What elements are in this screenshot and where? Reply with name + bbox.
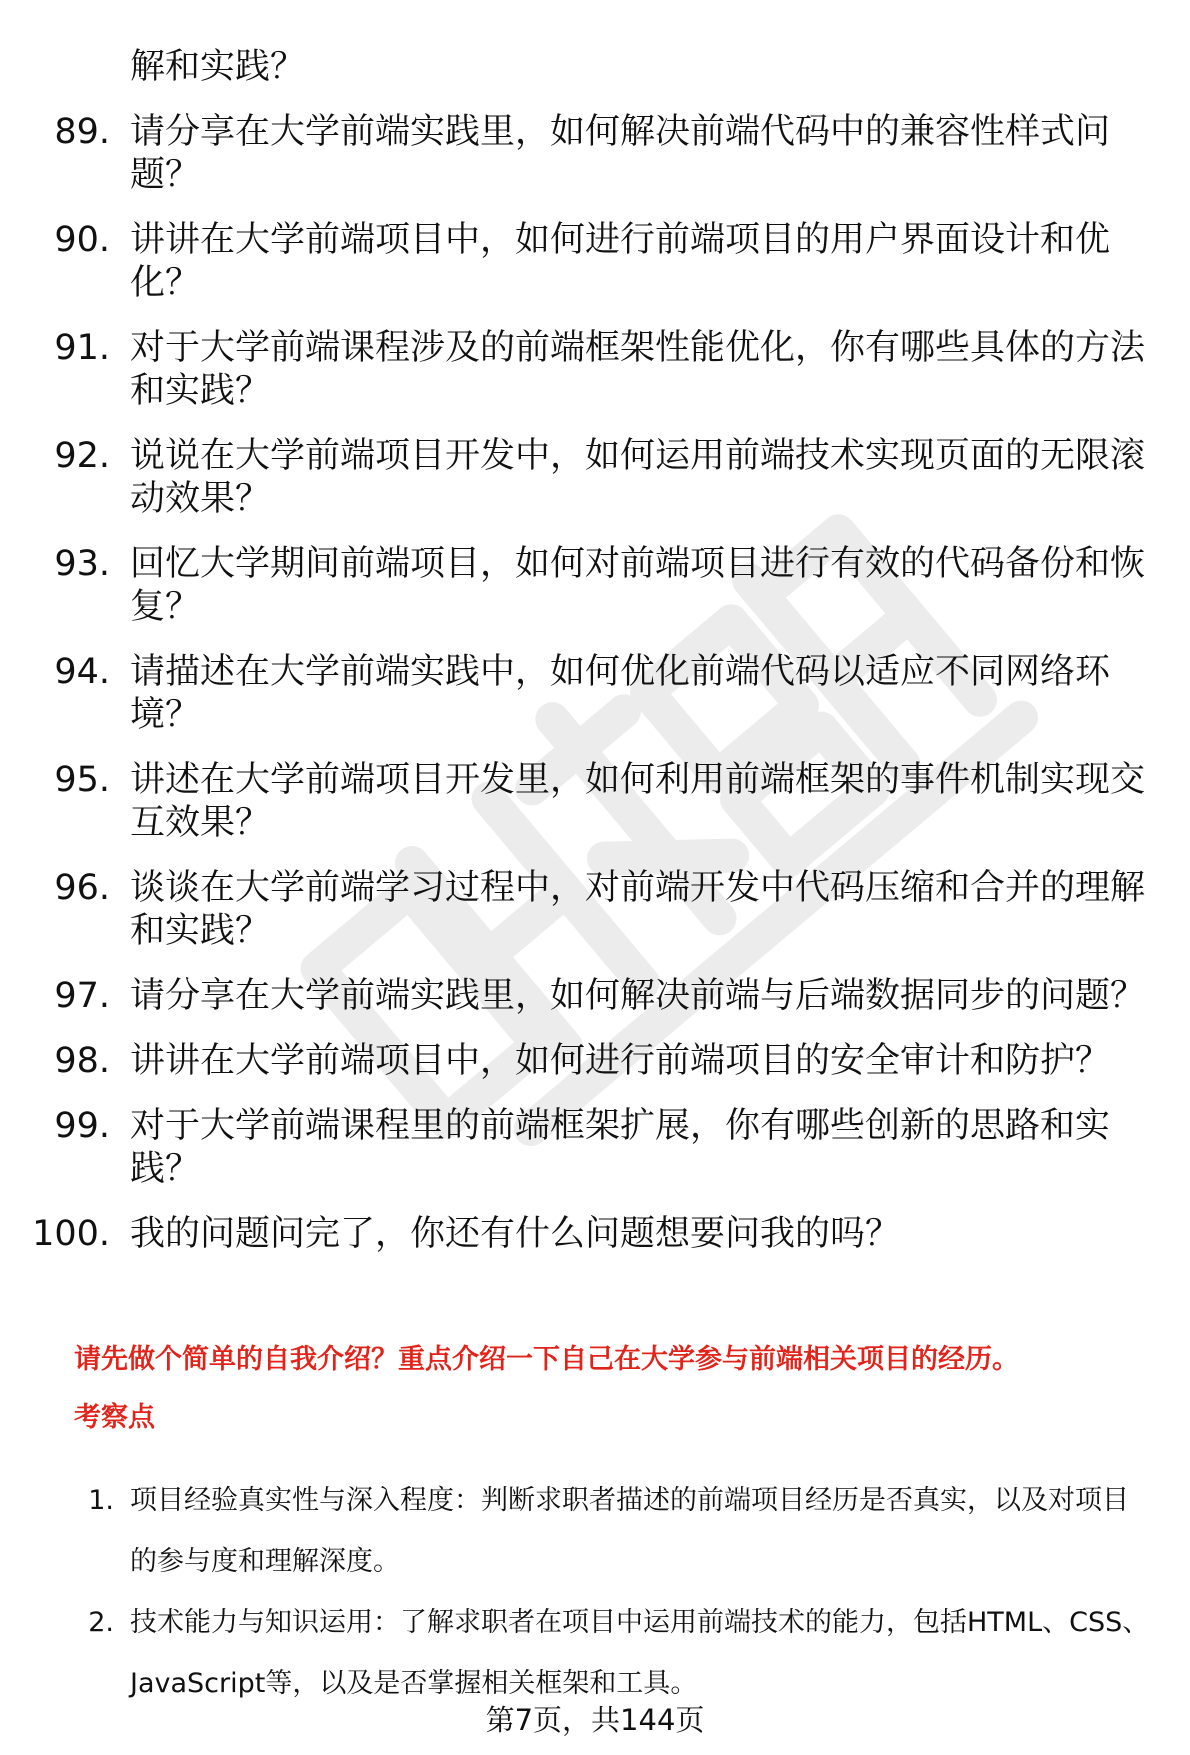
item-number: 99.	[54, 1106, 110, 1146]
item-number: 1.	[88, 1485, 114, 1516]
page-number: 第7页，共144页	[485, 1703, 705, 1737]
item-number: 89.	[54, 112, 110, 152]
item-text: 说说在大学前端项目开发中，如何运用前端技术实现页面的无限滚动效果？	[130, 436, 1146, 519]
item-text: 讲述在大学前端项目开发里，如何利用前端框架的事件机制实现交互效果？	[130, 760, 1146, 843]
item-number: 2.	[88, 1607, 114, 1638]
list-item	[0, 759, 1190, 845]
list-item	[0, 867, 1190, 953]
item-number: 91.	[54, 328, 110, 368]
item-text: 讲讲在大学前端项目中，如何进行前端项目的用户界面设计和优化？	[130, 220, 1111, 303]
list-item	[0, 111, 1190, 197]
item-number: 94.	[54, 652, 110, 692]
item-text: 项目经验真实性与深入程度：判断求职者描述的前端项目经历是否真实，以及对项目的参与度和理解深度。	[130, 1485, 1129, 1577]
item-text: 讲讲在大学前端项目中，如何进行前端项目的安全审计和防护？	[130, 1041, 1111, 1081]
item-text: 回忆大学期间前端项目，如何对前端项目进行有效的代码备份和恢复？	[130, 544, 1146, 627]
list-item	[0, 651, 1190, 737]
item-number: 100.	[32, 1214, 110, 1254]
list-item	[0, 1213, 1190, 1256]
item-text: 技术能力与知识运用：了解求职者在项目中运用前端技术的能力，包括HTML、CSS、JavaScript等，以及是否掌握相关框架和工具。	[130, 1607, 1150, 1699]
item-number: 96.	[54, 868, 110, 908]
item-text: 请分享在大学前端实践里，如何解决前端代码中的兼容性样式问题？	[130, 112, 1111, 195]
list-item	[0, 1592, 1190, 1714]
list-item	[0, 1105, 1190, 1191]
item-number: 95.	[54, 760, 110, 800]
question-list	[0, 46, 1190, 1278]
item-number: 90.	[54, 220, 110, 260]
item-text: 请描述在大学前端实践中，如何优化前端代码以适应不同网络环境？	[130, 652, 1111, 735]
list-item	[0, 219, 1190, 305]
item-text: 对于大学前端课程里的前端框架扩展，你有哪些创新的思路和实践？	[130, 1106, 1111, 1189]
item-number: 98.	[54, 1041, 110, 1081]
item-text: 解和实践？	[130, 47, 306, 87]
item-text: 我的问题问完了，你还有什么问题想要问我的吗？	[130, 1214, 901, 1254]
item-number: 92.	[54, 436, 110, 476]
item-number: 97.	[54, 976, 110, 1016]
list-item	[0, 1470, 1190, 1592]
item-text: 对于大学前端课程涉及的前端框架性能优化，你有哪些具体的方法和实践？	[130, 328, 1146, 411]
list-item	[0, 1040, 1190, 1083]
list-item	[0, 46, 1190, 89]
list-item	[0, 543, 1190, 629]
list-item	[0, 435, 1190, 521]
assessment-points	[0, 1470, 1190, 1714]
list-item	[0, 975, 1190, 1018]
item-text: 请分享在大学前端实践里，如何解决前端与后端数据同步的问题？	[130, 976, 1146, 1016]
section-heading: 请先做个简单的自我介绍？重点介绍一下自己在大学参与前端相关项目的经历。	[74, 1344, 1019, 1375]
item-text: 谈谈在大学前端学习过程中，对前端开发中代码压缩和合并的理解和实践？	[130, 868, 1146, 951]
item-number: 93.	[54, 544, 110, 584]
list-item	[0, 327, 1190, 413]
section-subheading: 考察点	[74, 1402, 155, 1433]
